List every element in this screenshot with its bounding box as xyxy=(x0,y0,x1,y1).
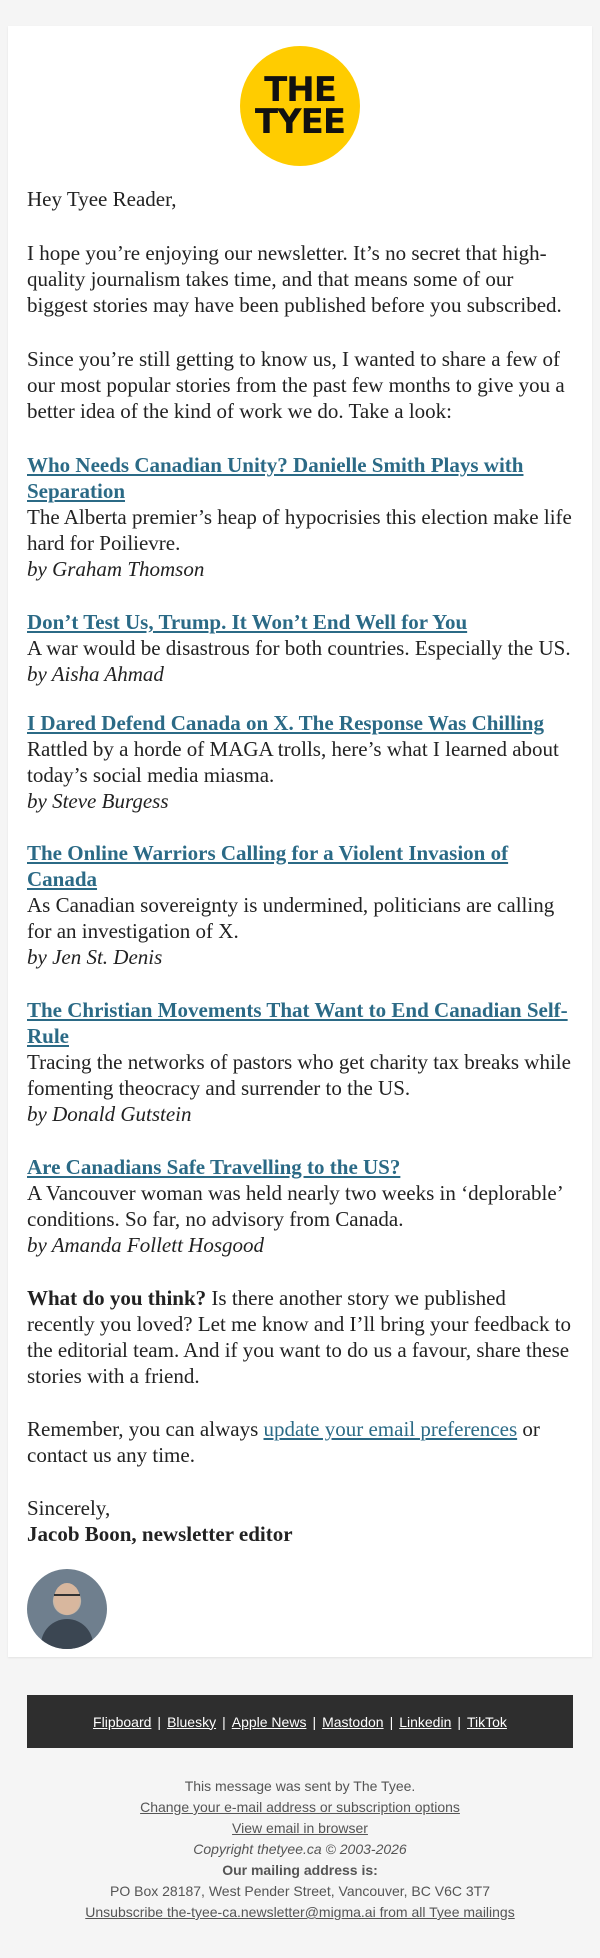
apple-news-link[interactable]: Apple News xyxy=(231,1713,307,1730)
bluesky-link[interactable]: Bluesky xyxy=(167,1713,217,1730)
story-link[interactable]: I Dared Defend Canada on X. The Response Was Chilling xyxy=(27,711,544,735)
feedback-lead: What do you think? xyxy=(27,1286,207,1310)
story-item xyxy=(27,452,575,582)
mastodon-link[interactable]: Mastodon xyxy=(322,1713,384,1730)
mailing-address: PO Box 28187, West Pender Street, Vancouver, BC V6C 3T7 xyxy=(109,1883,491,1899)
story-byline: by Donald Gutstein xyxy=(27,1102,192,1126)
story-item xyxy=(27,710,575,814)
email-footer xyxy=(0,1776,600,1923)
story-byline: by Amanda Follett Hosgood xyxy=(27,1233,265,1257)
story-item xyxy=(27,997,575,1127)
linkedin-link[interactable]: Linkedin xyxy=(399,1713,452,1730)
tyee-logo[interactable] xyxy=(240,46,360,166)
logo-line-2: TYEE xyxy=(254,102,346,142)
story-link[interactable]: The Online Warriors Calling for a Violent Invasion of Canada xyxy=(27,841,509,891)
story-byline: by Aisha Ahmad xyxy=(27,662,164,686)
view-in-browser-link[interactable]: View email in browser xyxy=(232,1820,368,1836)
story-item xyxy=(27,840,575,970)
greeting: Hey Tyee Reader, xyxy=(27,187,177,211)
story-description: Rattled by a horde of MAGA trolls, here’s what I learned about today’s social media miasma. xyxy=(27,737,559,787)
story-byline: by Steve Burgess xyxy=(27,789,169,813)
story-description: A war would be disastrous for both countries. Especially the US. xyxy=(27,636,571,660)
story-link[interactable]: The Christian Movements That Want to End Canadian Self-Rule xyxy=(27,998,568,1048)
intro-paragraph-2: Since you’re still getting to know us, I wanted to share a few of our most popular stories from the past few months to give you a better idea of the kind of work we do. Take a look: xyxy=(27,347,565,423)
story-byline: by Graham Thomson xyxy=(27,557,205,581)
logo-line-1: THE xyxy=(264,70,336,110)
editor-avatar xyxy=(27,1569,107,1649)
story-link[interactable]: Are Canadians Safe Travelling to the US? xyxy=(27,1155,401,1179)
story-item xyxy=(27,609,575,687)
tiktok-link[interactable]: TikTok xyxy=(467,1713,507,1730)
story-description: As Canadian sovereignty is undermined, politicians are calling for an investigation of X. xyxy=(27,893,555,943)
signoff: Sincerely, xyxy=(27,1496,111,1520)
remember-text-before: Remember, you can always xyxy=(27,1417,264,1441)
sent-by-text: This message was sent by The Tyee. xyxy=(184,1778,416,1794)
mailing-address-label: Our mailing address is: xyxy=(222,1862,378,1878)
feedback-text: Is there another story we published recently you loved? Let me know and I’ll bring your feedback to the editorial team. And if you want to do us a favour, share these stories with a friend. xyxy=(27,1286,572,1388)
story-item xyxy=(27,1154,575,1258)
intro-paragraph-1: I hope you’re enjoying our newsletter. It’s no secret that high-quality journalism takes time, and that means some of our biggest stories may have been published before you subscribed. xyxy=(27,241,562,317)
story-link[interactable]: Don’t Test Us, Trump. It Won’t End Well for You xyxy=(27,610,468,634)
signature: Jacob Boon, newsletter editor xyxy=(27,1522,293,1546)
change-subscription-link[interactable]: Change your e-mail address or subscription options xyxy=(140,1799,460,1815)
story-byline: by Jen St. Denis xyxy=(27,945,163,969)
remember-text-after: or contact us any time. xyxy=(27,1417,540,1467)
flipboard-link[interactable]: Flipboard xyxy=(93,1713,152,1730)
update-preferences-link[interactable]: update your email preferences xyxy=(263,1417,518,1441)
story-description: A Vancouver woman was held nearly two weeks in ‘deplorable’ conditions. So far, no advisory from Canada. xyxy=(27,1181,563,1231)
social-links-bar: Flipboard | Bluesky | Apple News | Mastodon | Linkedin | TikTok xyxy=(27,1695,573,1748)
story-link[interactable]: Who Needs Canadian Unity? Danielle Smith Plays with Separation xyxy=(27,453,524,503)
story-description: Tracing the networks of pastors who get charity tax breaks while fomenting theocracy and surrender to the US. xyxy=(27,1050,571,1100)
unsubscribe-link[interactable]: Unsubscribe the-tyee-ca.newsletter@migma.ai from all Tyee mailings xyxy=(85,1904,515,1920)
feedback-paragraph xyxy=(27,1285,575,1389)
copyright-text: Copyright thetyee.ca © 2003-2026 xyxy=(193,1841,407,1857)
story-description: The Alberta premier’s heap of hypocrisies this election make life hard for Poilievre. xyxy=(27,505,572,555)
preferences-paragraph xyxy=(27,1416,575,1468)
